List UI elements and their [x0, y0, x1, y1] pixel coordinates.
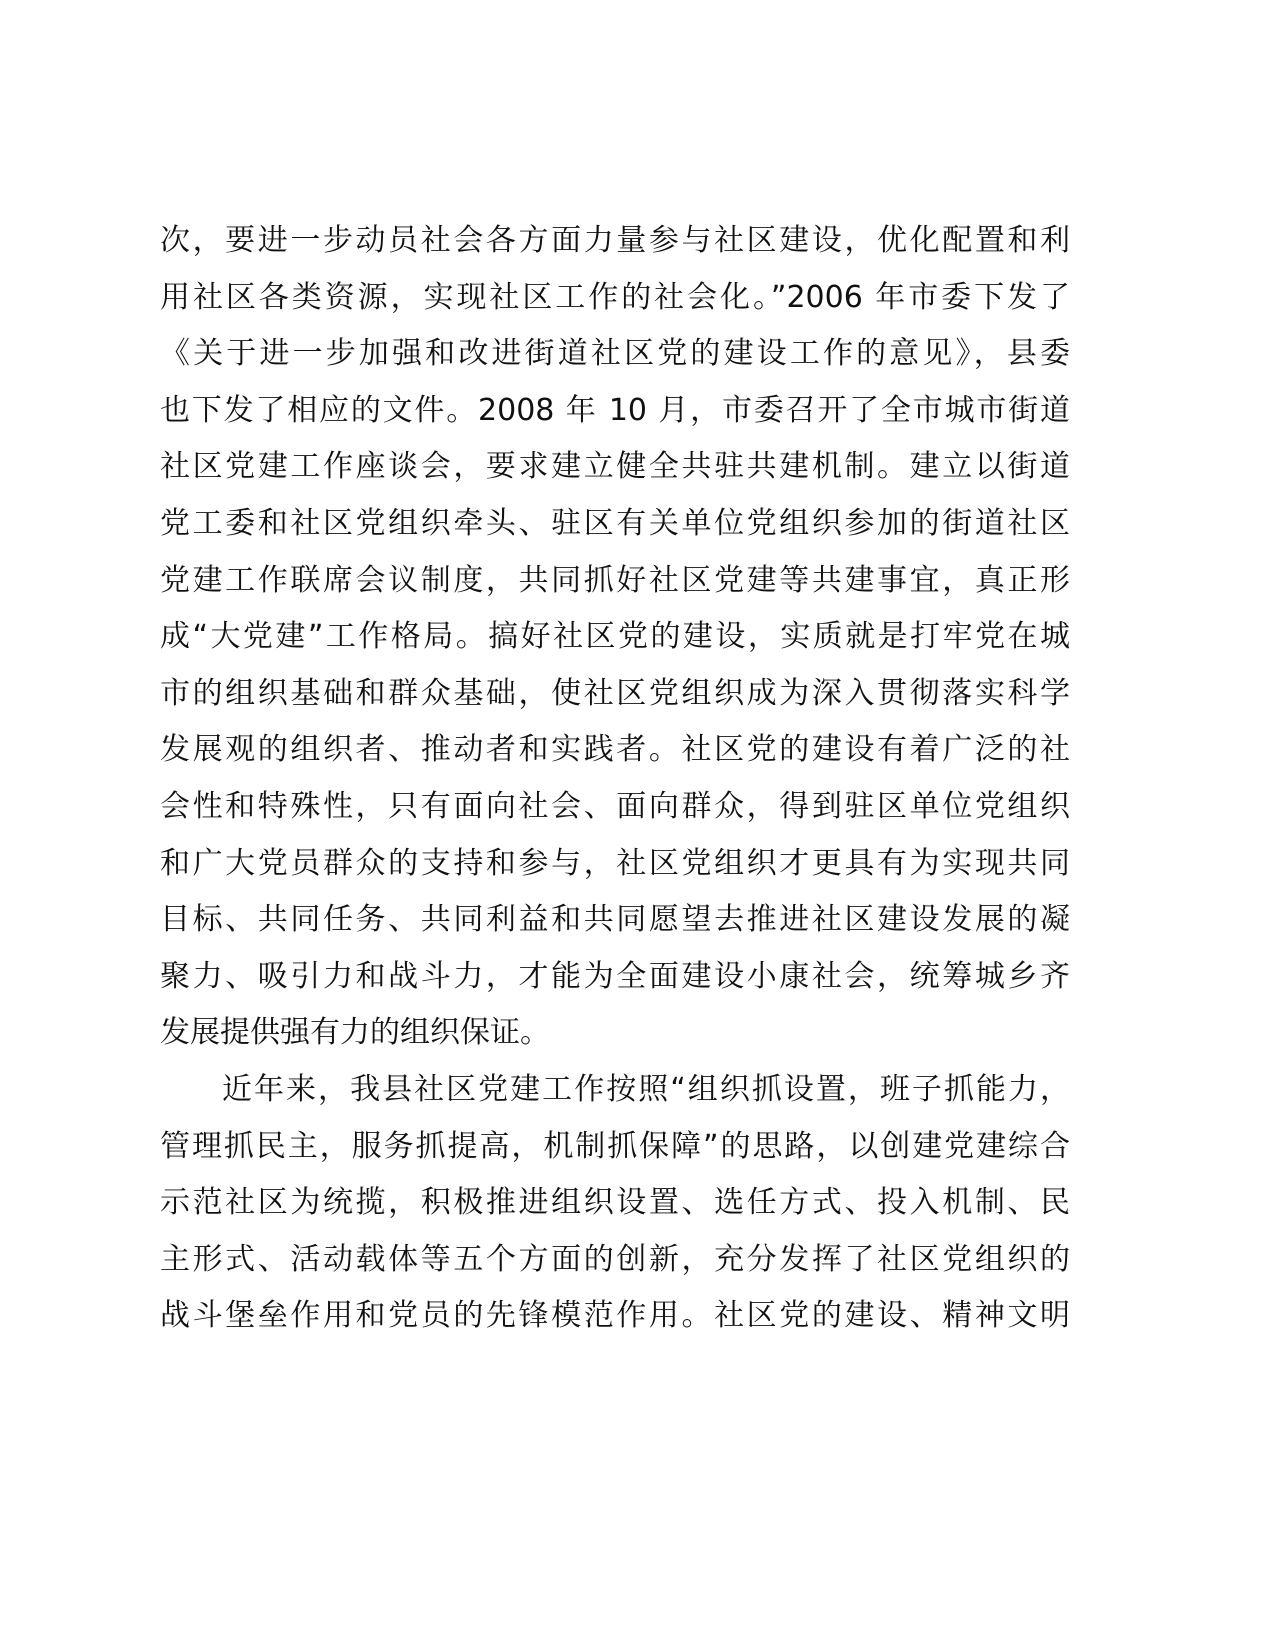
- text-line: 示范社区为统揽，积极推进组织设置、选任方式、投入机制、民: [160, 1185, 1070, 1221]
- text-line: 和广大党员群众的支持和参与，社区党组织才更具有为实现共同: [160, 845, 1070, 881]
- text-line: 成“大党建”工作格局。搞好社区党的建设，实质就是打牢党在城: [160, 619, 1070, 655]
- text-line: 近年来，我县社区党建工作按照“组织抓设置，班子抓能力，: [222, 1071, 1070, 1107]
- text-line: 发展观的组织者、推动者和实践者。社区党的建设有着广泛的社: [160, 732, 1070, 768]
- text-line: 社区党建工作座谈会，要求建立健全共驻共建机制。建立以街道: [160, 449, 1070, 485]
- text-line: 会性和特殊性，只有面向社会、面向群众，得到驻区单位党组织: [160, 788, 1070, 824]
- text-line: 《关于进一步加强和改进街道社区党的建设工作的意见》，县委: [160, 336, 1070, 372]
- document-body: [160, 213, 1070, 1345]
- text-line: 主形式、活动载体等五个方面的创新，充分发挥了社区党组织的: [160, 1241, 1070, 1277]
- text-line: 管理抓民主，服务抓提高，机制抓保障”的思路，以创建党建综合: [160, 1128, 1070, 1164]
- text-line: 聚力、吸引力和战斗力，才能为全面建设小康社会，统筹城乡齐: [160, 958, 1070, 994]
- text-line: 目标、共同任务、共同利益和共同愿望去推进社区建设发展的凝: [160, 902, 1070, 938]
- text-line: 党建工作联席会议制度，共同抓好社区党建等共建事宜，真正形: [160, 562, 1070, 598]
- text-line: 发展提供强有力的组织保证。: [160, 1015, 550, 1051]
- text-line: 次，要进一步动员社会各方面力量参与社区建设，优化配置和利: [160, 223, 1070, 258]
- paragraph-1: [160, 213, 1070, 1062]
- text-line: 战斗堡垒作用和党员的先锋模范作用。社区党的建设、精神文明: [160, 1298, 1070, 1334]
- text-line: 也下发了相应的文件。2008 年 10 月，市委召开了全市城市街道: [160, 392, 1070, 428]
- paragraph-2: [160, 1062, 1070, 1345]
- text-line: 市的组织基础和群众基础，使社区党组织成为深入贯彻落实科学: [160, 675, 1070, 711]
- text-line: 用社区各类资源，实现社区工作的社会化。”2006 年市委下发了: [160, 279, 1070, 315]
- text-line: 党工委和社区党组织牵头、驻区有关单位党组织参加的街道社区: [160, 505, 1070, 541]
